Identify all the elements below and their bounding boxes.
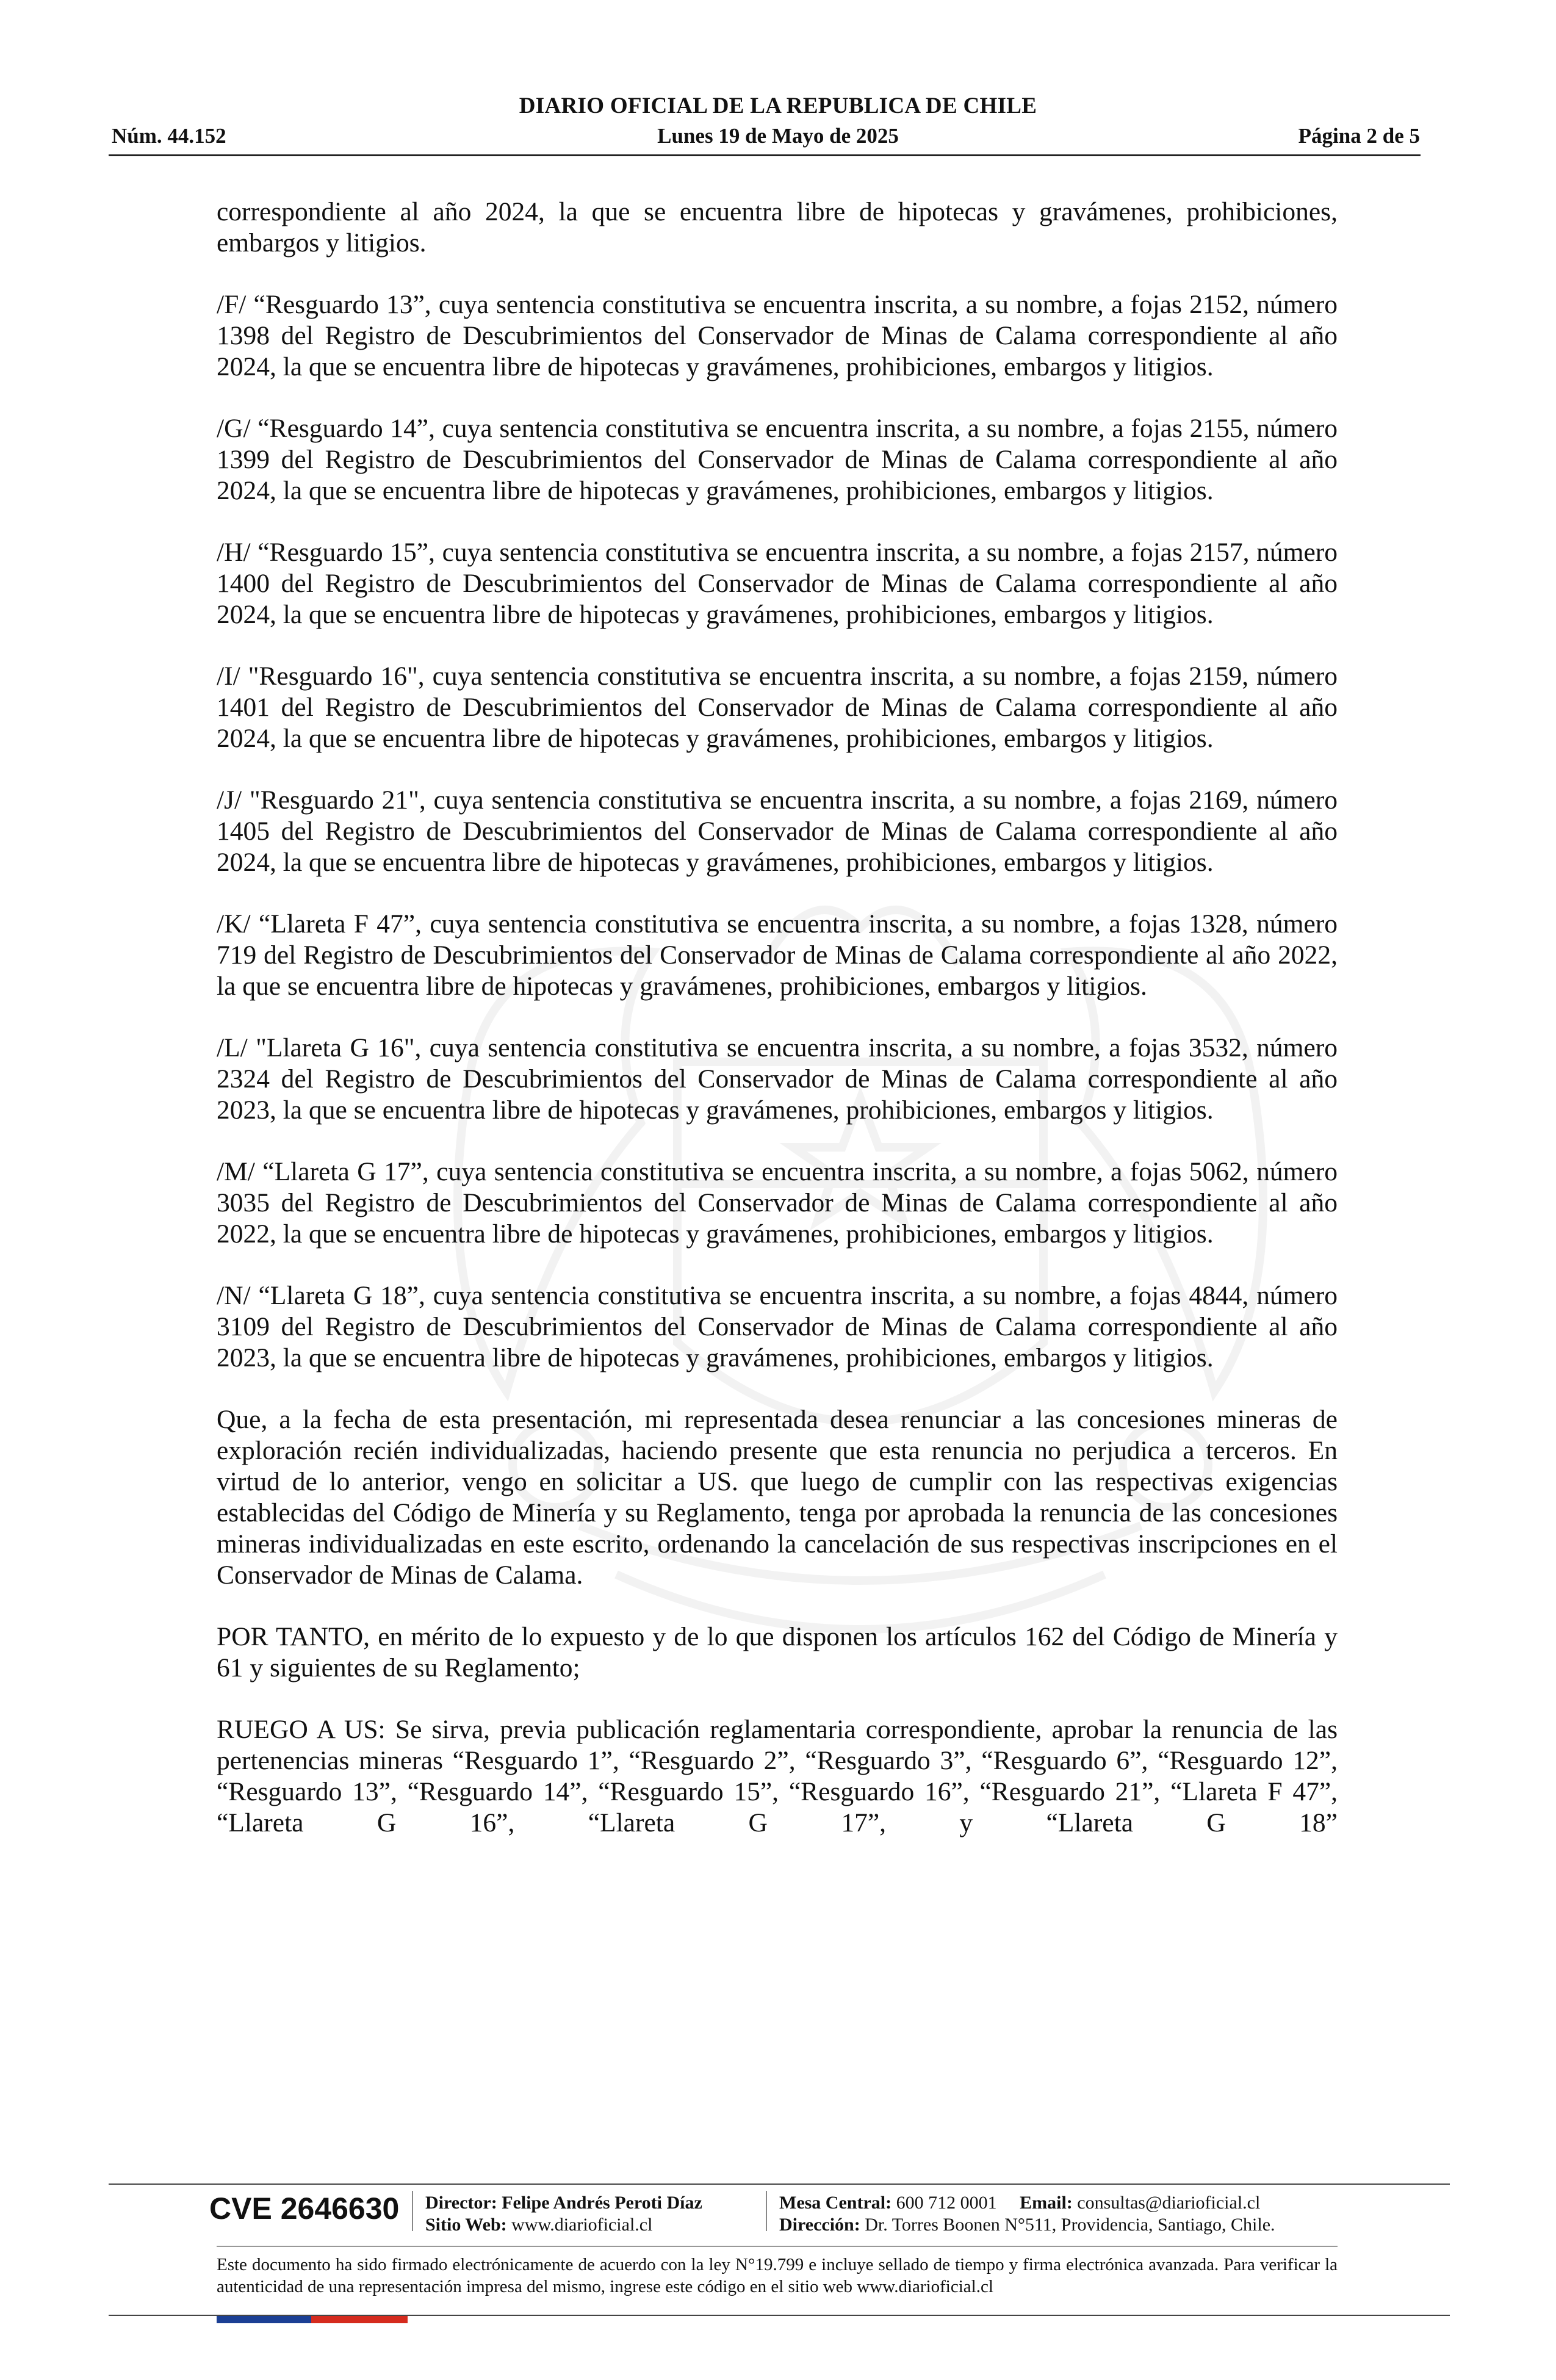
page-indicator: Página 2 de 5 xyxy=(1298,124,1420,148)
paragraph-i: /I/ "Resguardo 16", cuya sentencia constitutiva se encuentra inscrita, a su nombre, a fojas 2159, número 1401 del Registro de Descubrimientos del Conservador de Minas de Calama correspondiente al año 2024, la que se encuentra libre de hipotecas y gravámenes, prohibiciones, embargos y litigios. xyxy=(217,662,1338,753)
cve-code: CVE 2646630 xyxy=(209,2191,400,2226)
paragraph-n: /N/ “Llareta G 18”, cuya sentencia constitutiva se encuentra inscrita, a su nombre, a fojas 4844, número 3109 del Registro de Descubrimientos del Conservador de Minas de Calama correspondiente al año 2023, la que se encuentra libre de hipotecas y gravámenes, prohibiciones, embargos y litigios. xyxy=(217,1281,1338,1372)
footer-separator xyxy=(766,2191,767,2231)
director-name: Felipe Andrés Peroti Díaz xyxy=(502,2193,702,2213)
footer-divider-top xyxy=(109,2183,1450,2185)
website-link[interactable]: www.diarioficial.cl xyxy=(511,2215,653,2235)
issue-date: Lunes 19 de Mayo de 2025 xyxy=(657,124,899,148)
phone-number: 600 712 0001 xyxy=(896,2193,997,2213)
paragraph-l: /L/ "Llareta G 16", cuya sentencia constitutiva se encuentra inscrita, a su nombre, a fojas 3532, número 2324 del Registro de Descubrimientos del Conservador de Minas de Calama correspondiente al año 2023, la que se encuentra libre de hipotecas y gravámenes, prohibiciones, embargos y litigios. xyxy=(217,1033,1338,1125)
publication-title: DIARIO OFICIAL DE LA REPUBLICA DE CHILE xyxy=(519,93,1037,118)
address-text: Dr. Torres Boonen N°511, Providencia, Santiago, Chile. xyxy=(865,2215,1275,2235)
website-line xyxy=(425,2214,652,2236)
por-tanto-paragraph: POR TANTO, en mérito de lo expuesto y de lo que disponen los artículos 162 del Código de Minería y 61 y siguientes de su Reglamento; xyxy=(217,1622,1338,1682)
director-line xyxy=(425,2192,702,2214)
paragraph-f: /F/ “Resguardo 13”, cuya sentencia constitutiva se encuentra inscrita, a su nombre, a fojas 2152, número 1398 del Registro de Descubrimientos del Conservador de Minas de Calama correspondiente al año 2024, la que se encuentra libre de hipotecas y gravámenes, prohibiciones, embargos y litigios. xyxy=(217,290,1338,381)
continuation-paragraph: correspondiente al año 2024, la que se encuentra libre de hipotecas y gravámenes, prohibiciones, embargos y litigios. xyxy=(217,197,1338,258)
paragraph-j: /J/ "Resguardo 21", cuya sentencia constitutiva se encuentra inscrita, a su nombre, a fojas 2169, número 1405 del Registro de Descubrimientos del Conservador de Minas de Calama correspondiente al año 2024, la que se encuentra libre de hipotecas y gravámenes, prohibiciones, embargos y litigios. xyxy=(217,785,1338,877)
paragraph-m: /M/ “Llareta G 17”, cuya sentencia constitutiva se encuentra inscrita, a su nombre, a fojas 5062, número 3035 del Registro de Descubrimientos del Conservador de Minas de Calama correspondiente al año 2022, la que se encuentra libre de hipotecas y gravámenes, prohibiciones, embargos y litigios. xyxy=(217,1157,1338,1249)
email-link[interactable]: consultas@diarioficial.cl xyxy=(1077,2193,1261,2213)
website-label: Sitio Web: xyxy=(425,2215,507,2235)
renunciation-paragraph: Que, a la fecha de esta presentación, mi representada desea renunciar a las concesiones mineras de exploración recién individualizadas, haciendo presente que esta renuncia no perjudica a terceros. En virtud de lo anterior, vengo en solicitar a US. que luego de cumplir con las respectivas exigencias establecidas del Código de Minería y su Reglamento, tenga por aprobada la renuncia de las concesiones mineras individualizadas en este escrito, ordenando la cancelación de sus respectivas inscripciones en el Conservador de Minas de Calama. xyxy=(217,1405,1338,1590)
address-label: Dirección: xyxy=(779,2215,860,2235)
issue-number: Núm. 44.152 xyxy=(112,124,226,148)
phone-label: Mesa Central: xyxy=(779,2193,892,2213)
header-divider xyxy=(109,154,1421,156)
document-body xyxy=(217,197,1338,1839)
ruego-paragraph: RUEGO A US: Se sirva, previa publicación reglamentaria correspondiente, aprobar la renuncia de las pertenencias mineras “Resguardo 1”, “Resguardo 2”, “Resguardo 3”, “Resguardo 6”, “Resguardo 12”, “Resguardo 13”, “Resguardo 14”, “Resguardo 15”, “Resguardo 16”, “Resguardo 21”, “Llareta F 47”, “Llareta G 16”, “Llareta G 17”, y “Llareta G 18” xyxy=(217,1715,1338,1837)
address-line xyxy=(779,2214,1275,2236)
legal-notice: Este documento ha sido firmado electrónicamente de acuerdo con la ley N°19.799 e incluye sellado de tiempo y firma electrónica avanzada. Para verificar la autenticidad de una representación impresa del mismo, ingrese este código en el sitio web www.diarioficial.cl xyxy=(217,2255,1338,2296)
paragraph-h: /H/ “Resguardo 15”, cuya sentencia constitutiva se encuentra inscrita, a su nombre, a fojas 2157, número 1400 del Registro de Descubrimientos del Conservador de Minas de Calama correspondiente al año 2024, la que se encuentra libre de hipotecas y gravámenes, prohibiciones, embargos y litigios. xyxy=(217,538,1338,629)
email-label: Email: xyxy=(1020,2193,1073,2213)
contact-line xyxy=(779,2192,1260,2214)
paragraph-k: /K/ “Llareta F 47”, cuya sentencia constitutiva se encuentra inscrita, a su nombre, a fojas 1328, número 719 del Registro de Descubrimientos del Conservador de Minas de Calama correspondiente al año 2022, la que se encuentra libre de hipotecas y gravámenes, prohibiciones, embargos y litigios. xyxy=(217,909,1338,1001)
director-label: Director: xyxy=(425,2193,497,2213)
paragraph-g: /G/ “Resguardo 14”, cuya sentencia constitutiva se encuentra inscrita, a su nombre, a fojas 2155, número 1399 del Registro de Descubrimientos del Conservador de Minas de Calama correspondiente al año 2024, la que se encuentra libre de hipotecas y gravámenes, prohibiciones, embargos y litigios. xyxy=(217,414,1338,505)
footer-divider-mid xyxy=(217,2246,1338,2247)
footer-separator xyxy=(412,2191,413,2231)
flag-stripe-red xyxy=(311,2316,408,2323)
flag-stripe-blue xyxy=(217,2316,311,2323)
